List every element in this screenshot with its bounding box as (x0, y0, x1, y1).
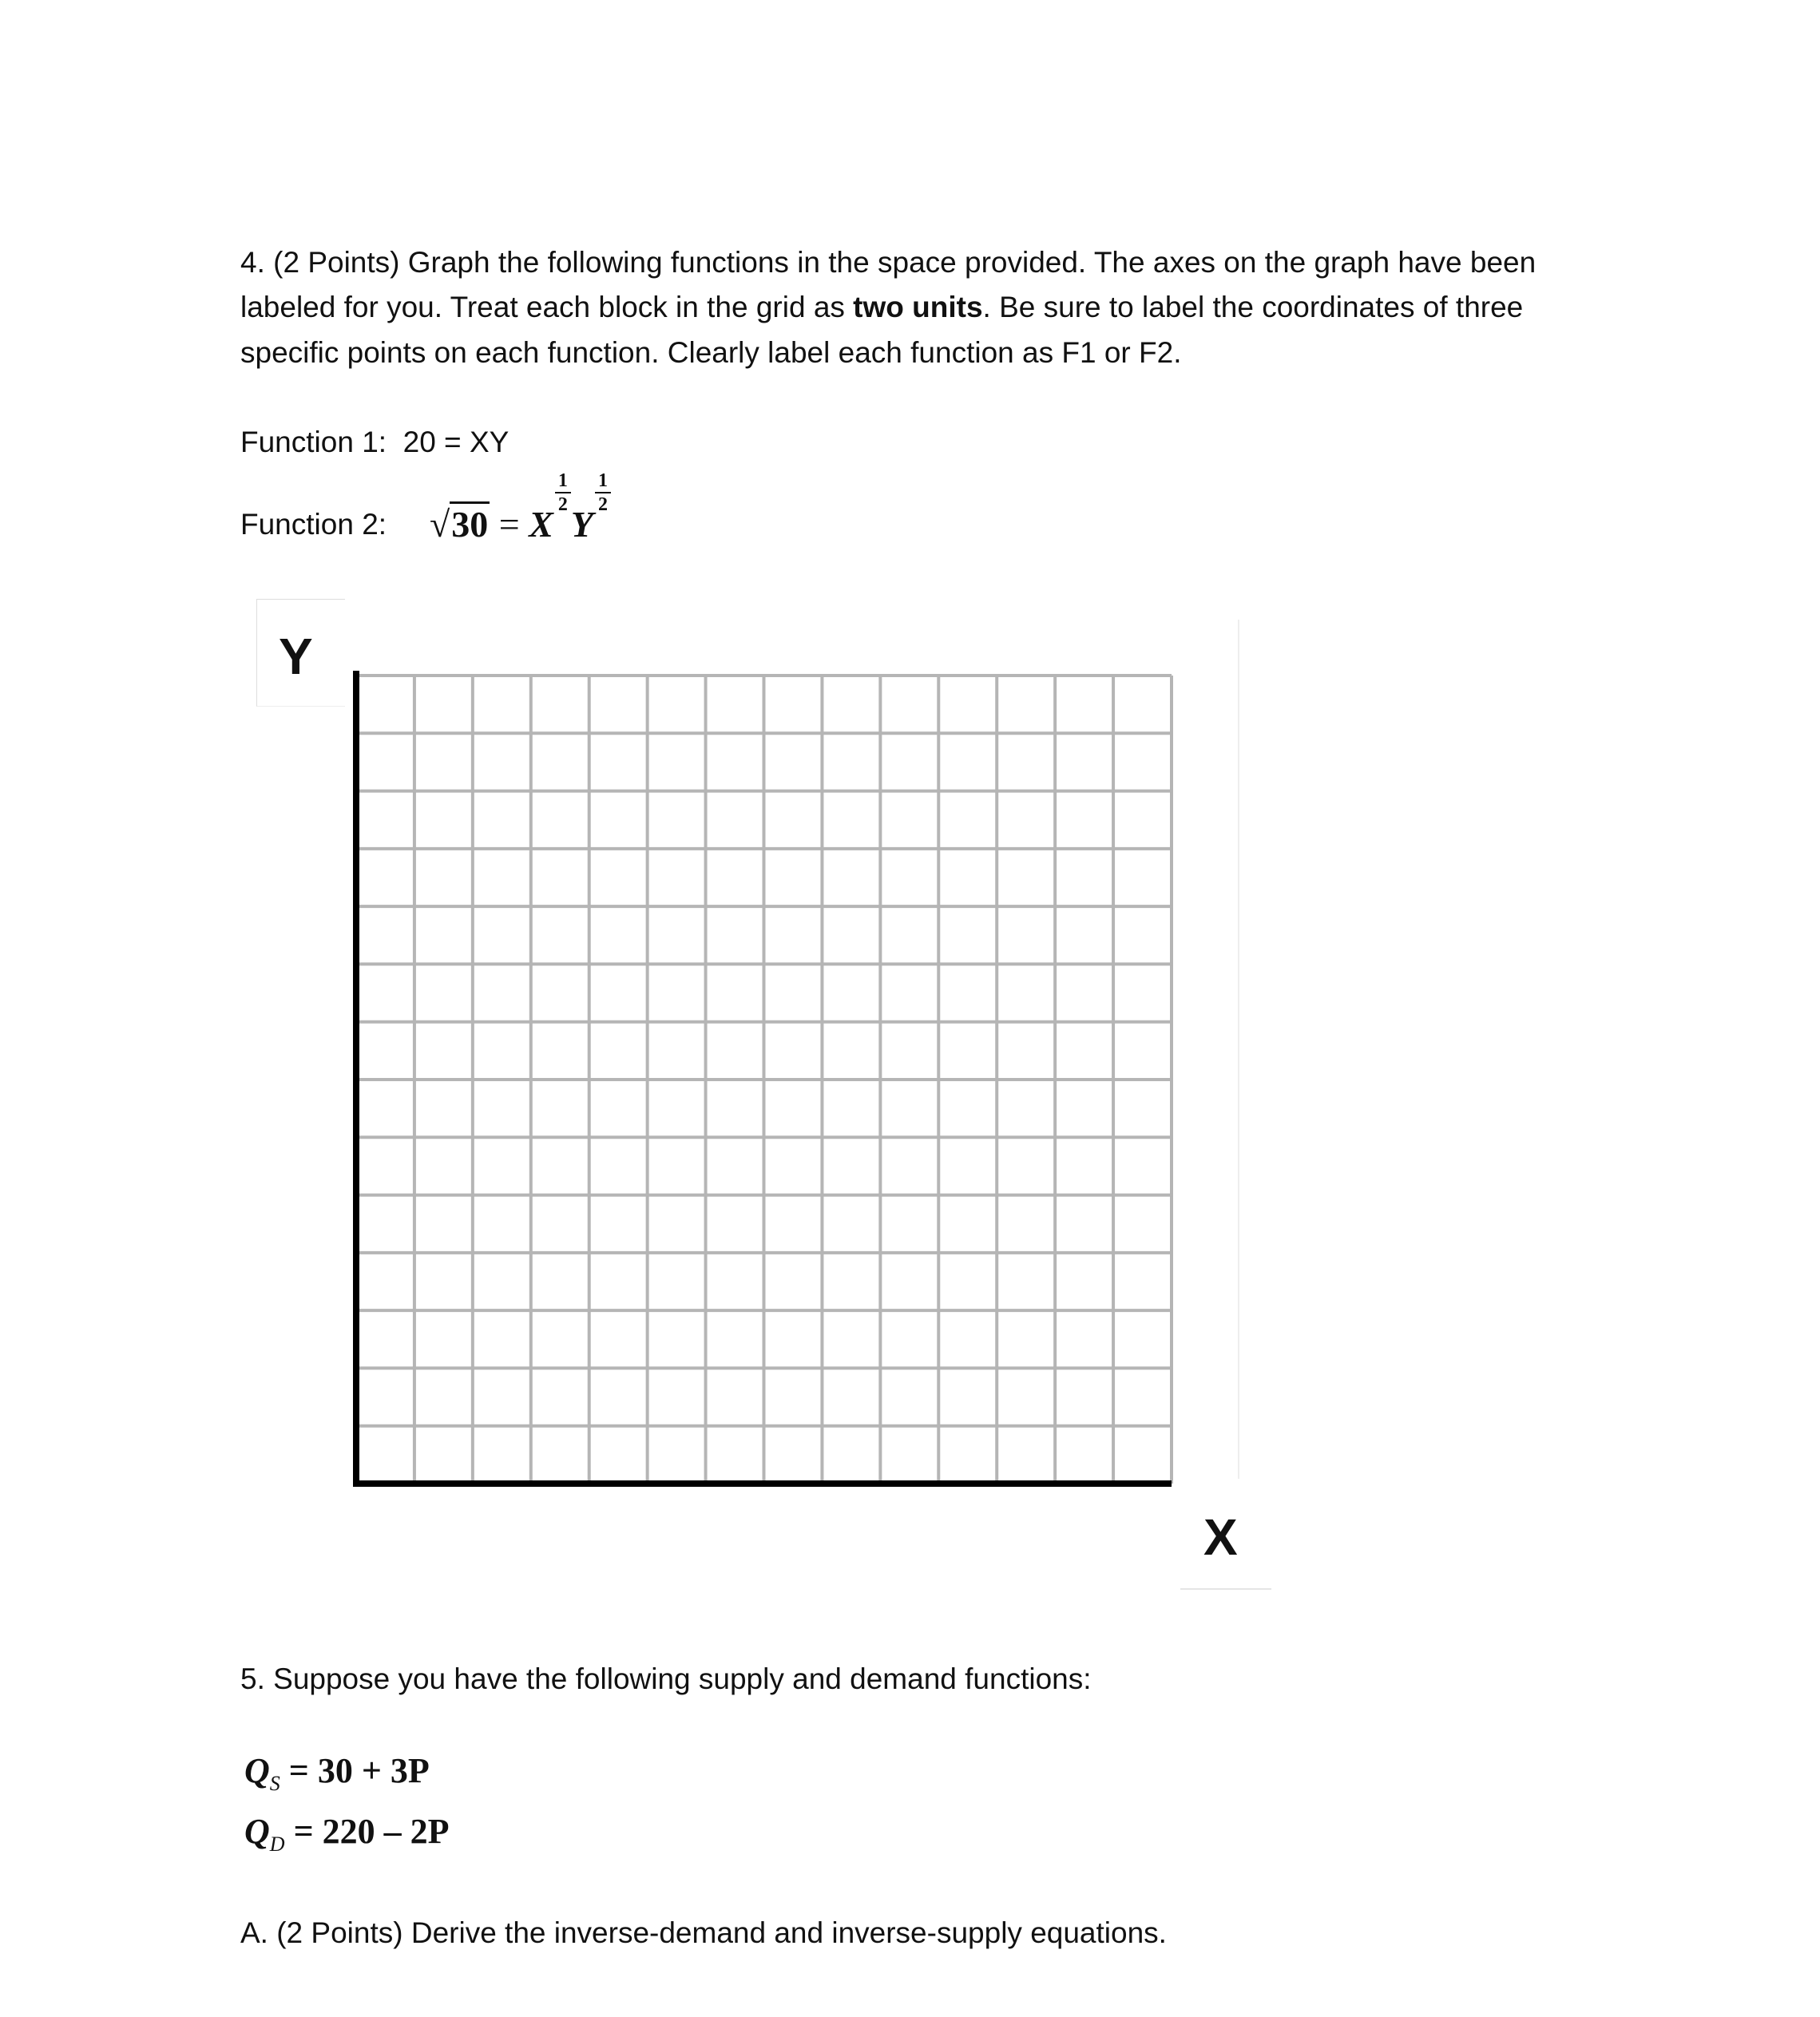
var-y: Y (570, 504, 593, 545)
exp-num: 1 (595, 471, 611, 493)
x-label-underline (1180, 1588, 1271, 1590)
equals: = (498, 504, 520, 545)
q4-line-3: specific points on each function. Clearly label each function as F1 or F2. (240, 336, 1182, 369)
exp-den: 2 (557, 494, 568, 515)
demand-equation (244, 1814, 450, 1855)
qd-sub: D (269, 1832, 285, 1856)
y-axis-label: Y (279, 628, 313, 685)
qd-rhs: = 220 – 2P (293, 1812, 450, 1851)
q4-line-1: 4. (2 Points) Graph the following functions in the space provided. The axes on the graph have been (240, 246, 1536, 279)
q4-line-2 (240, 292, 1523, 322)
q5-intro: 5. Suppose you have the following supply and demand functions: (240, 1662, 1092, 1695)
x-axis-label: X (1203, 1508, 1238, 1566)
qd-var: Q (244, 1812, 270, 1851)
exponent-half-y (595, 471, 611, 514)
qs-var: Q (244, 1751, 270, 1790)
q4-line-2-a: labeled for you. Treat each block in the grid as (240, 291, 854, 323)
graph-frame-right (1238, 620, 1239, 1479)
function-1-label: Function 1: (240, 426, 387, 458)
qs-rhs: = 30 + 3P (288, 1751, 430, 1790)
q5-part-a: A. (2 Points) Derive the inverse-demand and inverse-supply equations. (240, 1916, 1167, 1949)
function-2-equation: √30 = X $\frac{1}{2}$ Y $\frac{1}{2}$ (430, 471, 611, 543)
function-2-label: Function 2: (240, 508, 387, 541)
var-x: X (529, 504, 553, 545)
q4-emphasis: two units (853, 291, 983, 323)
supply-equation (244, 1753, 430, 1794)
function-1-equation: 20 = XY (402, 426, 510, 458)
exp-den: 2 (598, 494, 608, 515)
exponent-half-x (555, 471, 571, 514)
grid[interactable] (343, 663, 1190, 1501)
q4-line-2-b: . Be sure to label the coordinates of three (982, 291, 1524, 323)
exp-num: 1 (555, 471, 571, 493)
qs-sub: S (269, 1771, 280, 1795)
function-2-radicand: 30 (450, 501, 490, 545)
function-1 (240, 427, 509, 457)
